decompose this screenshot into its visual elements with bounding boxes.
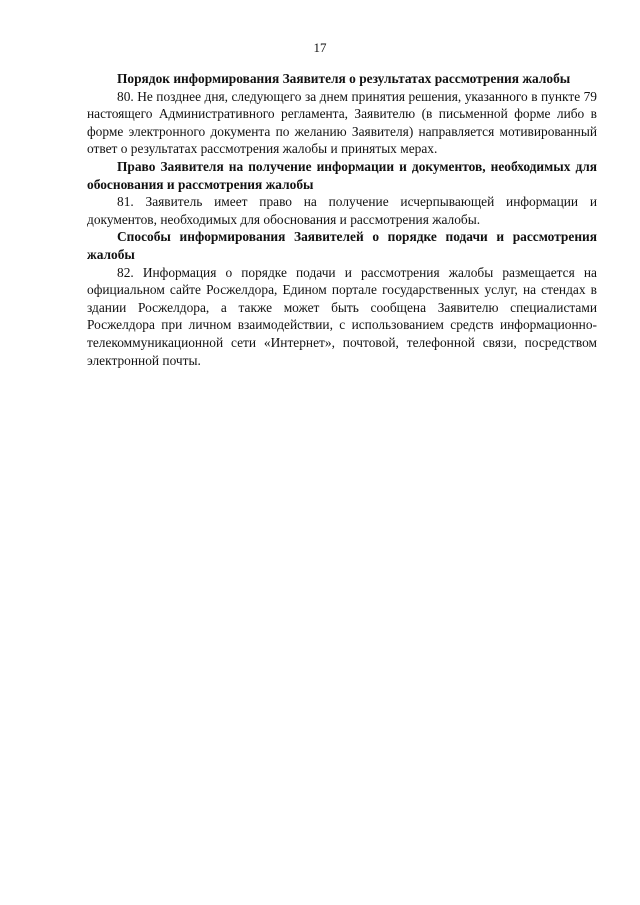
page-number: 17 [313, 40, 327, 55]
section-heading-informing-methods: Способы информирования Заявителей о порядке подачи и рассмотрения жалобы [87, 229, 597, 262]
section-heading-right-to-information: Право Заявителя на получение информации и документов, необходимых для обоснования и рассмотрения жалобы [87, 158, 597, 192]
paragraph-81: 81. Заявитель имеет право на получение исчерпывающей информации и документов, необходимых для обоснования и рассмотрения жалобы. [87, 194, 597, 227]
document-body [87, 70, 597, 369]
section-heading-complaint-result: Порядок информирования Заявителя о результатах рассмотрения жалобы [117, 71, 571, 86]
paragraph-80: 80. Не позднее дня, следующего за днем принятия решения, указанного в пункте 79 настоящего Административного регламента, Заявителю (в письменной форме либо в форме электронного документа по желанию Заявителя) направляется мотивированный ответ о результатах рассмотрения жалобы и принятых мерах. [87, 88, 597, 157]
paragraph-82: 82. Информация о порядке подачи и рассмотрения жалобы размещается на официальном сайте Росжелдора, Едином портале государственных услуг, на стендах в здании Росжелдора, а также может быть сообщена Заявителю специалистами Росжелдора при личном взаимодействии, с использованием средств информационно-телекоммуникационной сети «Интернет», почтовой, телефонной связи, посредством электронной почты. [87, 264, 597, 368]
